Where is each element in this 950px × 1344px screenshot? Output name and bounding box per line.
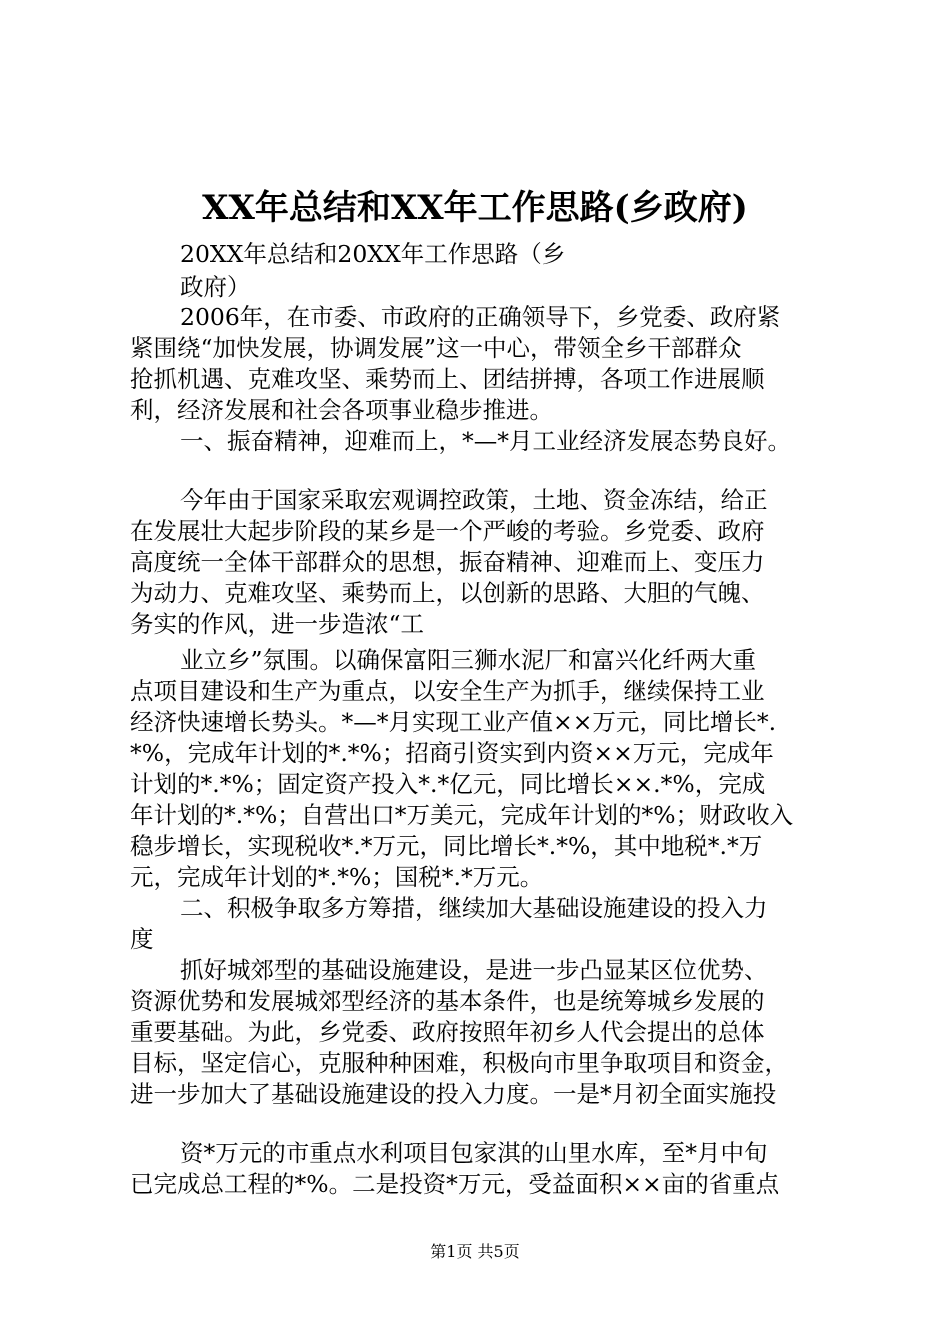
paragraph-line: 进一步加大了基础设施建设的投入力度。一是*月初全面实施投 [130, 1080, 777, 1108]
paragraph-line: 点项目建设和生产为重点，以安全生产为抓手，继续保持工业 [130, 677, 765, 705]
paragraph-line: 利，经济发展和社会各项事业稳步推进。 [130, 396, 553, 424]
document-title: XX年总结和XX年工作思路(乡政府) [202, 188, 748, 228]
paragraph-line: 抢抓机遇、克难攻坚、乘势而上、团结拼搏，各项工作进展顺 [130, 365, 765, 393]
paragraph-line: 目标，坚定信心，克服种种困难，积极向市里争取项目和资金， [130, 1049, 788, 1077]
paragraph-line: 今年由于国家采取宏观调控政策，土地、资金冻结，给正 [180, 486, 768, 514]
section-heading: 一、振奋精神，迎难而上，*—*月工业经济发展态势良好。 [180, 427, 791, 455]
paragraph-line: 为动力、克难攻坚、乘势而上，以创新的思路、大胆的气魄、 [130, 579, 765, 607]
paragraph-line: 在发展壮大起步阶段的某乡是一个严峻的考验。乡党委、政府 [130, 517, 765, 545]
paragraph-line: 务实的作风，进一步造浓“工 [130, 610, 425, 638]
paragraph-line: 重要基础。为此，乡党委、政府按照年初乡人代会提出的总体 [130, 1018, 765, 1046]
section-heading: 度 [130, 925, 154, 953]
paragraph-line: 抓好城郊型的基础设施建设，是进一步凸显某区位优势、 [180, 956, 768, 984]
paragraph-line: 已完成总工程的*%。二是投资*万元，受益面积××亩的省重点 [130, 1170, 780, 1198]
paragraph-line: 高度统一全体干部群众的思想，振奋精神、迎难而上、变压力 [130, 548, 765, 576]
paragraph-line: 业立乡”氛围。以确保富阳三狮水泥厂和富兴化纤两大重 [180, 646, 757, 674]
paragraph-line: 元，完成年计划的*.*%；国税*.*万元。 [130, 863, 544, 891]
paragraph-line: 稳步增长，实现税收*.*万元，同比增长*.*%，其中地税*.*万 [130, 832, 763, 860]
paragraph-line: *%，完成年计划的*.*%；招商引资实到内资××万元，完成年 [130, 739, 774, 767]
paragraph-line: 年计划的*.*%；自营出口*万美元，完成年计划的*%；财政收入 [130, 801, 794, 829]
section-heading: 二、积极争取多方筹措，继续加大基础设施建设的投入力 [180, 894, 768, 922]
subtitle-line: 20XX年总结和20XX年工作思路（乡 [180, 240, 566, 268]
paragraph-line: 紧围绕“加快发展，协调发展”这一中心，带领全乡干部群众 [130, 334, 742, 362]
paragraph-line: 计划的*.*%；固定资产投入*.*亿元，同比增长××.*%，完成 [130, 770, 766, 798]
subtitle-line: 政府） [180, 273, 251, 301]
paragraph-line: 经济快速增长势头。*—*月实现工业产值××万元，同比增长*. [130, 708, 777, 736]
paragraph-line: 资源优势和发展城郊型经济的基本条件，也是统筹城乡发展的 [130, 987, 765, 1015]
paragraph-line: 资*万元的市重点水利项目包家淇的山里水库，至*月中旬 [180, 1139, 768, 1167]
page-footer: 第1页 共5页 [430, 1242, 520, 1261]
paragraph-line: 2006年，在市委、市政府的正确领导下，乡党委、政府紧 [180, 303, 781, 331]
